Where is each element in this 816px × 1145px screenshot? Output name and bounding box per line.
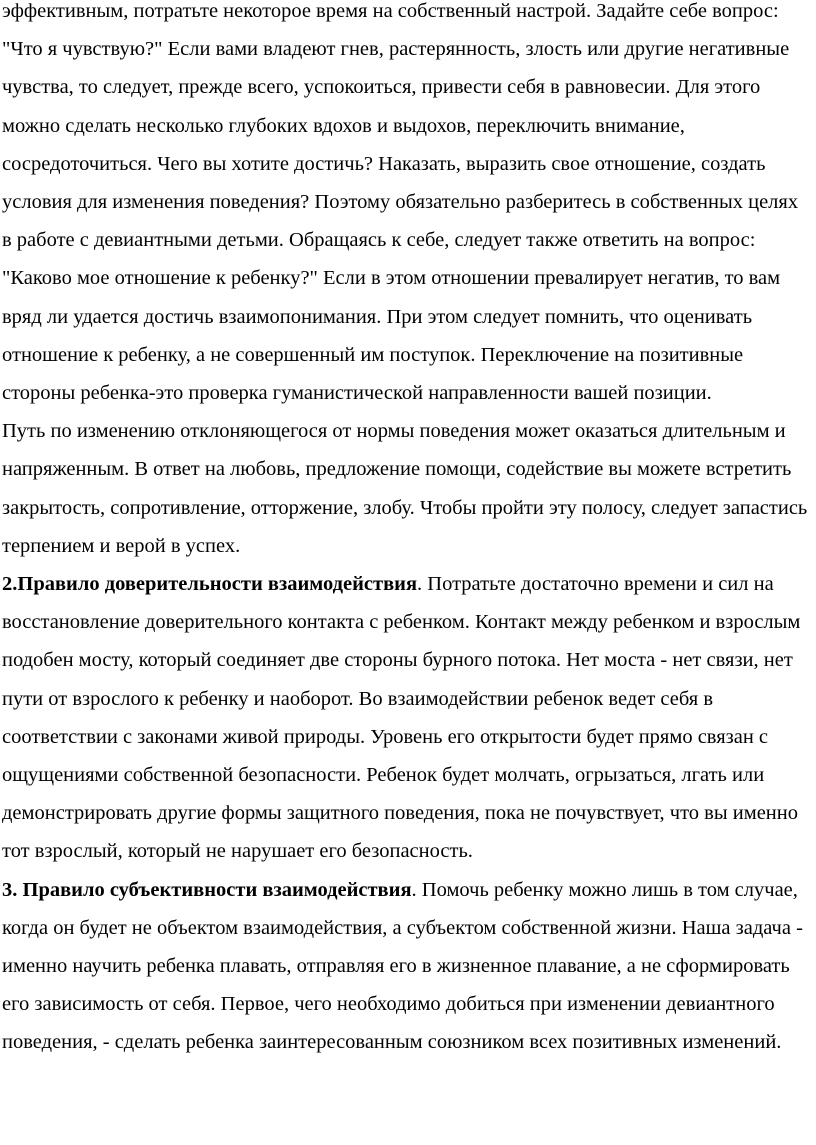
- paragraph-rule-trust: [2, 565, 810, 871]
- paragraph-path-of-change: [2, 412, 810, 565]
- paragraph-text: Путь по изменению отклоняющегося от нормы поведения может оказаться длительным и напряженным. В ответ на любовь, предложение помощи, содействие вы можете встретить закрытость, сопротивление, отторжение, злобу. Чтобы пройти эту полосу, следует запастись терпением и верой в успех.: [2, 420, 808, 557]
- paragraph-rule-subjectivity: [2, 871, 810, 1062]
- paragraph-text: эффективным, потратьте некоторое время на собственный настрой. Задайте себе вопрос: "Что я чувствую?" Если вами владеют гнев, растерянность, злость или другие негативные чувства, то следует, прежде всего, успокоиться, привести себя в равновесии. Для этого можно сделать несколько глубоких вдохов и выдохов, переключить внимание, сосредоточиться. Чего вы хотите достичь? Наказать, выразить свое отношение, создать условия для изменения поведения? Поэтому обязательно разберитесь в собственных целях в работе с девиантными детьми. Обращаясь к себе, следует также ответить на вопрос: "Каково мое отношение к ребенку?" Если в этом отношении превалирует негатив, то вам вряд ли удается достичь взаимопонимания. При этом следует помнить, что оценивать отношение к ребенку, а не совершенный им поступок. Переключение на позитивные стороны ребенка-это проверка гуманистической направленности вашей позиции.: [2, 0, 799, 405]
- paragraph-self-attunement: [2, 0, 810, 412]
- paragraph-text: . Потратьте достаточно времени и сил на восстановление доверительного контакта с ребенком. Контакт между ребенком и взрослым подобен мосту, который соединяет две стороны бурного потока. Нет моста - нет связи, нет пути от взрослого к ребенку и наоборот. Во взаимодействии ребенок ведет себя в соответствии с законами живой природы. Уровень его открытости будет прямо связан с ощущениями собственной безопасности. Ребенок будет молчать, огрызаться, лгать или демонстрировать другие формы защитного поведения, пока не почувствует, что вы именно тот взрослый, который не нарушает его безопасность.: [2, 573, 801, 863]
- paragraph-text: . Помочь ребенку можно лишь в том случае, когда он будет не объектом взаимодействия, а субъектом собственной жизни. Наша задача - именно научить ребенка плавать, отправляя его в жизненное плавание, а не сформировать его зависимость от себя. Первое, чего необходимо добиться при изменении девиантного поведения, - сделать ребенка заинтересованным союзником всех позитивных изменений.: [2, 878, 803, 1054]
- rule-heading-trust: 2.Правило доверительности взаимодействия: [2, 573, 418, 596]
- rule-heading-subjectivity: 3. Правило субъективности взаимодействия: [2, 878, 412, 901]
